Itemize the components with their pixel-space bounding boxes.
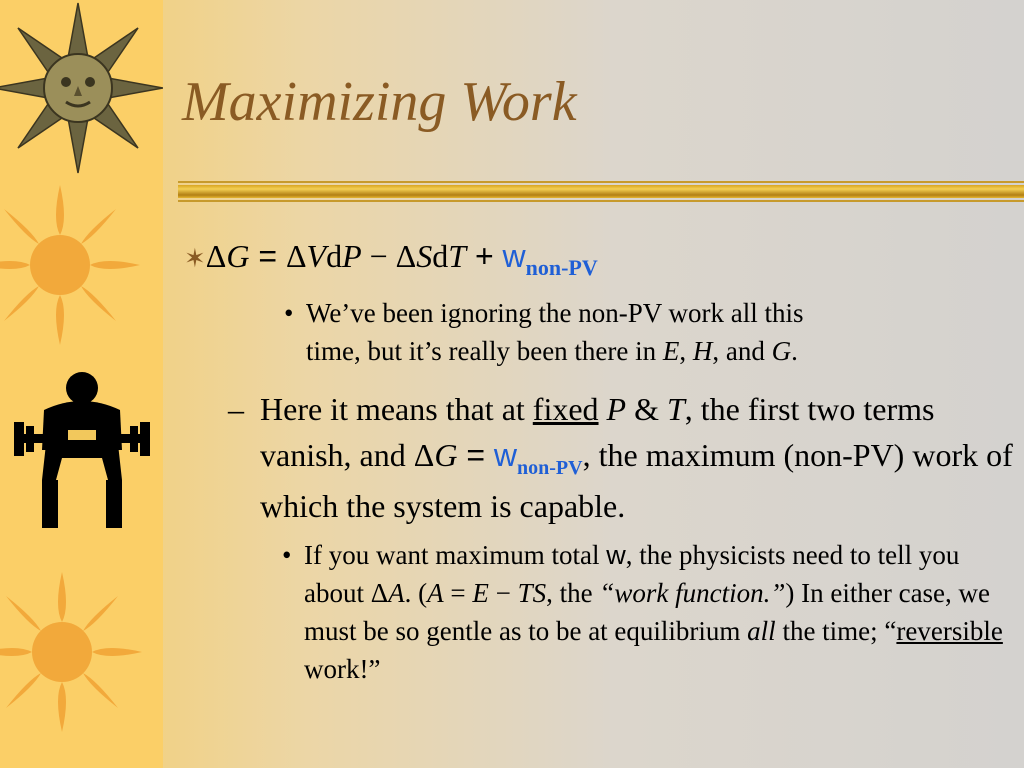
sun-icon <box>0 185 140 345</box>
sub-bullet-2: • If you want maximum total w, the physicists need to tell you about ΔA. (A = E − TS, the “work function.”) In either case, we must be so gentle as to be at equilibrium all the time; “reversible work!” <box>304 536 1014 688</box>
sub-bullet-1: • We’ve been ignoring the non-PV work all this time, but it’s really been there in E, H, and G. <box>306 294 1006 370</box>
dash-item: – Here it means that at fixed P & T, the first two terms vanish, and $\Delta G = w_{non-PV}$, the maximum (non-PV) work of which the system is capable. <box>260 386 1020 529</box>
slide-title: Maximizing Work <box>182 71 577 133</box>
decorative-suns-and-weightlifter <box>0 0 163 768</box>
bullet-dot: • <box>284 298 294 328</box>
left-decorative-strip <box>0 0 163 768</box>
delta-g: ΔG <box>205 238 250 274</box>
work-symbol: w <box>493 437 518 473</box>
weightlifter-icon <box>14 372 150 528</box>
star-bullet-icon: ✶ <box>184 244 206 273</box>
equation-bullet: ✶ΔG = $\Delta VdP - \Delta SdT + w_{non-PV}$ <box>184 238 598 280</box>
dash-marker: – <box>228 391 244 427</box>
work-subscript: non-PV <box>517 457 583 479</box>
sun-icon <box>0 572 142 732</box>
title-divider <box>178 181 1024 203</box>
work-subscript: non-PV <box>525 255 598 280</box>
work-symbol: w <box>502 238 526 274</box>
metallic-sun-icon <box>0 3 163 173</box>
bullet-dot: • <box>282 540 292 570</box>
